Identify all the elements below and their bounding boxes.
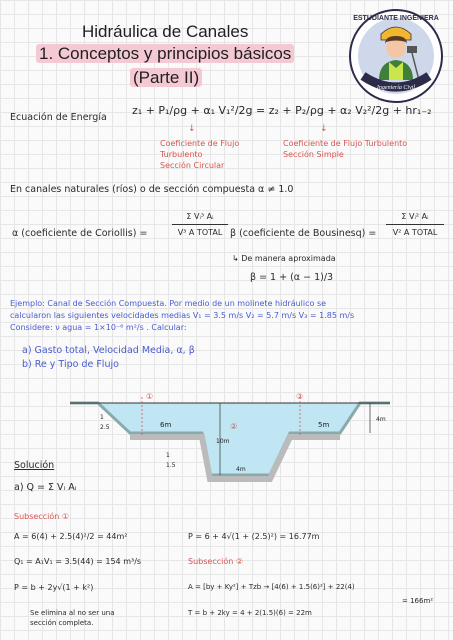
energy-equation: z₁ + P₁/ρg + α₁ V₁²/2g = z₂ + P₂/ρg + α₂ V₂²/2g + hr₁₋₂ <box>132 104 432 117</box>
area-2: A = [by + Ky²] + Tzb → [4(6) + 1.5(6)²] + 22(4) <box>188 583 355 591</box>
example-item-a: a) Gasto total, Velocidad Media, α, β <box>22 345 195 356</box>
section-1-label: ① <box>146 392 154 401</box>
width-3-label: 5m <box>318 421 330 429</box>
note-right: Coeficiente de Flujo Turbulento Sección Simple <box>283 139 408 159</box>
title-line-2: 1. Conceptos y principios básicos <box>36 44 294 64</box>
example-item-b: b) Re y Tipo de Flujo <box>22 359 119 370</box>
energy-label: Ecuación de Energía <box>10 112 107 123</box>
badge-bottom-text: Ingeniería Civil <box>376 85 416 91</box>
title-line-1: Hidráulica de Canales <box>82 22 249 41</box>
slope-left-v: 1 <box>100 414 104 421</box>
subsection-2-title: Subsección ② <box>188 557 244 566</box>
slope-bottom-v: 1 <box>166 452 170 459</box>
area-1: A = 6(4) + 2.5(4)²/2 = 44m² <box>14 532 128 541</box>
top-width-2: T = b + 2ky = 4 + 2(1.5)(6) = 22m <box>188 609 312 617</box>
arrow-right-icon: ↓ <box>320 124 328 134</box>
depth-right-label: 4m <box>376 416 386 423</box>
bottom-width-label: 4m <box>236 466 246 473</box>
slope-left-h: 2.5 <box>100 424 110 431</box>
discharge-1: Q₁ = A₁V₁ = 3.5(44) = 154 m³/s <box>14 557 142 566</box>
width-1-label: 6m <box>160 421 172 429</box>
badge-top-text: ESTUDIANTE INGENIERA <box>353 15 439 22</box>
note-left: Coeficiente de Flujo Turbulento Sección Circular <box>160 139 240 170</box>
area-2-result: = 166m² <box>402 597 434 605</box>
coriolis-label: α (coeficiente de Coriollis) = <box>12 228 148 239</box>
perimeter-formula: P = b + 2y√(1 + k²) <box>14 583 94 592</box>
title-line-3: (Parte II) <box>130 68 202 88</box>
boussinesq-fraction: Σ Vᵢ² Aᵢ V² A TOTAL <box>386 212 444 237</box>
approx-note: ↳ De manera aproximada <box>232 254 336 263</box>
channel-cross-section-diagram <box>60 385 440 497</box>
coriolis-fraction: Σ Vᵢ³ Aᵢ V³ A TOTAL <box>172 212 228 237</box>
boussinesq-label: β (coeficiente de Bousinesq) = <box>230 228 377 239</box>
slope-bottom-h: 1.5 <box>166 462 176 469</box>
arrow-left-icon: ↓ <box>188 124 196 134</box>
badge-small-text: apuntes <box>389 94 403 98</box>
solution-formula: a) Q = Σ Vᵢ Aᵢ <box>14 482 77 493</box>
student-engineer-badge <box>345 6 447 106</box>
perimeter-note: Se elimina al no ser una sección completa. <box>30 609 115 627</box>
solution-title: Solución <box>14 460 55 471</box>
perimeter-1: P = 6 + 4√(1 + (2.5)²) = 16.77m <box>188 532 320 541</box>
approx-equation: β = 1 + (α − 1)/3 <box>250 272 334 283</box>
example-statement: Ejemplo: Canal de Sección Compuesta. Por medio de un molinete hidráulico se calcularon las siguientes velocidades medias V₁ = 3.5 m/s V₂ = 5.7 m/s V₃ = 1.85 m/s Considere: ν agua = 1×10⁻⁶ m²/s . Calcular: <box>10 299 355 332</box>
section-2-label: ② <box>230 422 238 431</box>
natural-channels-text: En canales naturales (ríos) o de sección compuesta α ≠ 1.0 <box>10 184 294 195</box>
section-3-label: ③ <box>296 392 304 401</box>
subsection-1-title: Subsección ① <box>14 512 70 521</box>
depth-label: 10m <box>216 438 230 445</box>
